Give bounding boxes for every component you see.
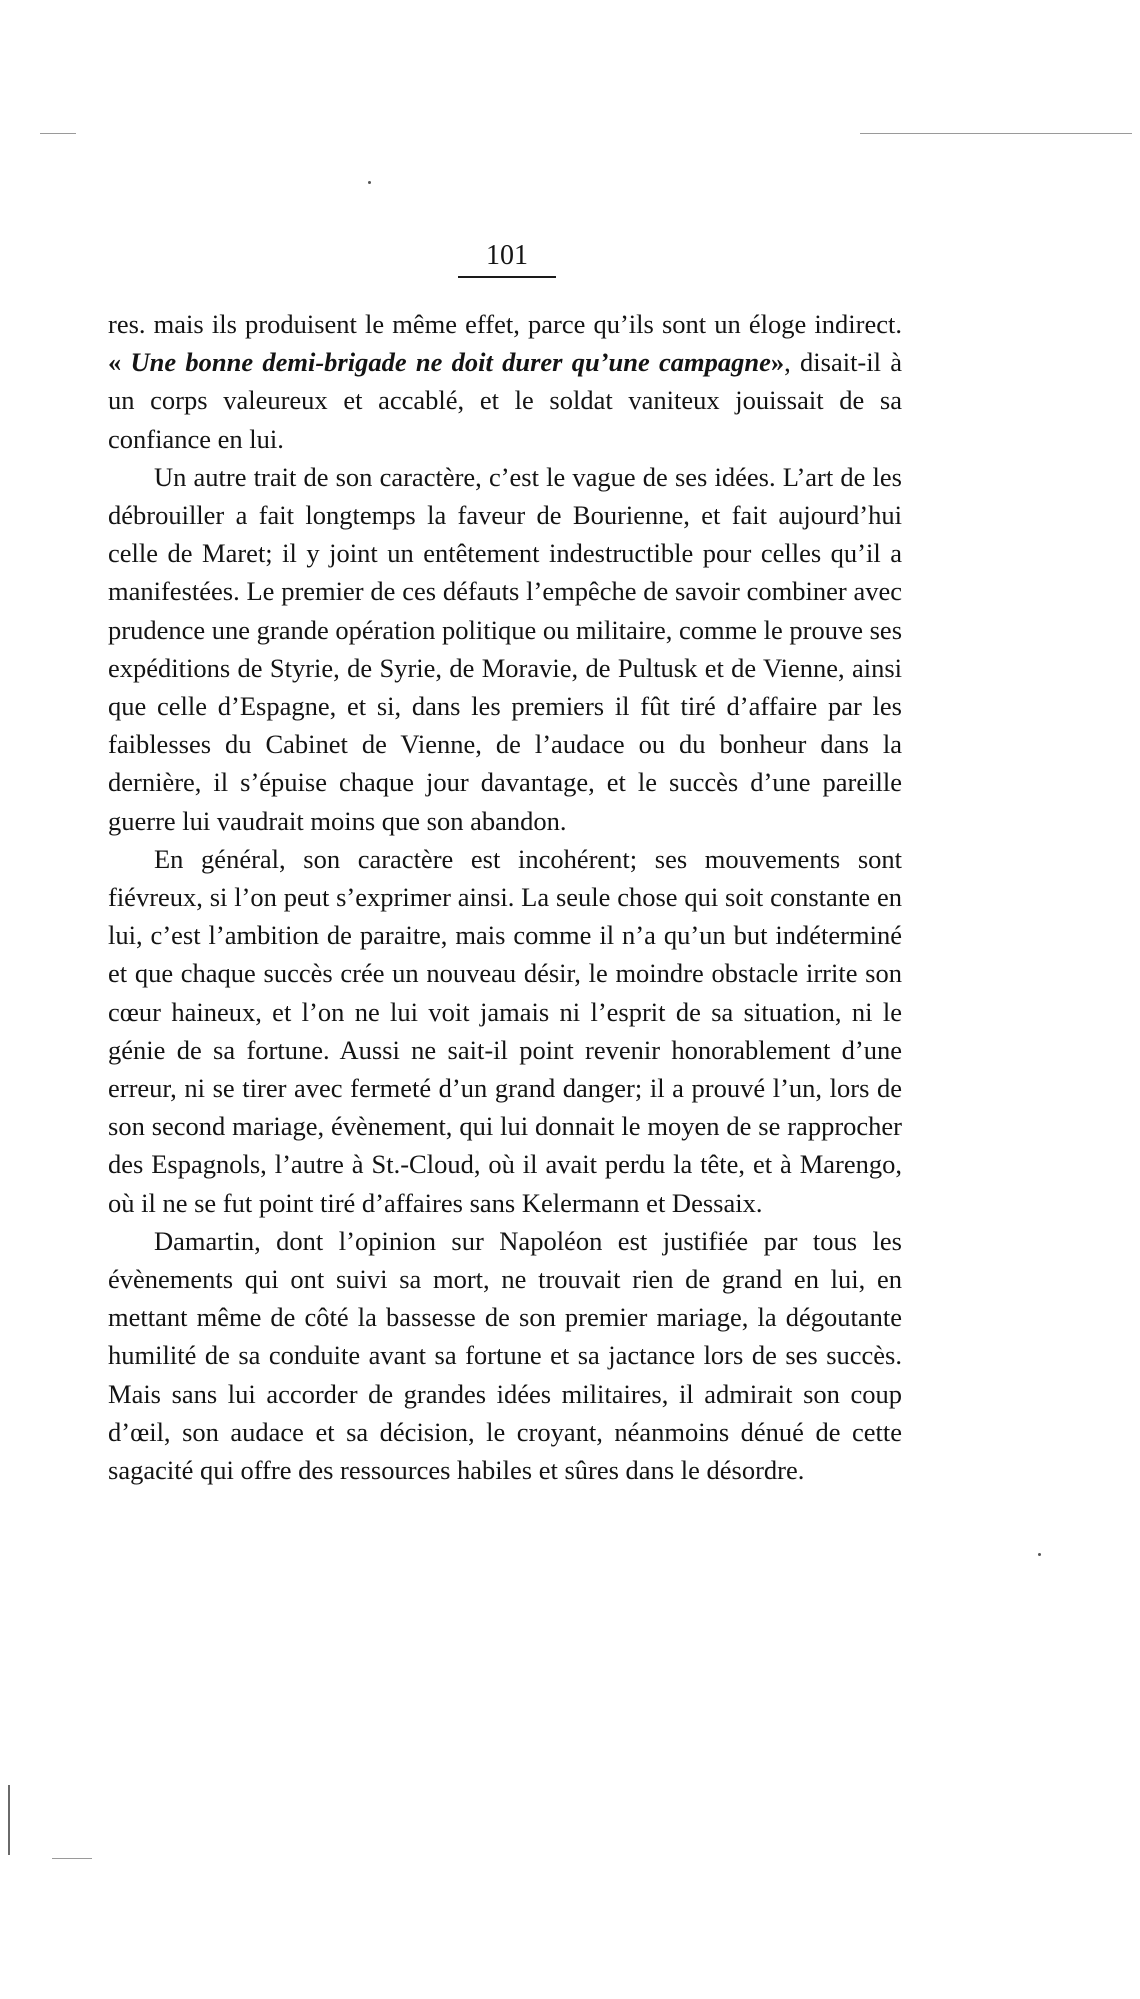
paragraph-3: En général, son caractère est incohérent; ses mouvements sont fiévreux, si l’on peut s’exprimer ainsi. La seule chose qui soit constante en lui, c’est l’ambition de paraitre, mais comme il n’a qu’un but indéterminé et que chaque succès crée un nouveau désir, le moindre obstacle irrite son cœur haineux, et l’on ne lui voit jamais ni l’esprit de sa situation, ni le génie de sa fortune. Aussi ne sait-il point revenir honorablement d’une erreur, ni se tirer avec fermeté d’un grand danger; il a prouvé l’un, lors de son second mariage, évènement, qui lui donnait le moyen de se rapprocher des Espagnols, l’autre à St.-Cloud, où il avait perdu la tête, et à Marengo, où il ne se fut point tiré d’affaires sans Kelermann et Dessaix. [108, 843, 902, 1218]
quote-open-mark: « [108, 347, 122, 378]
napoleon-quote: Une bonne demi-brigade ne doit durer qu’une campagne [121, 347, 771, 378]
paragraph-1-lead: res. mais ils produisent le même effet, parce qu’ils sont un éloge indirect. [108, 309, 902, 339]
paragraph-1 [108, 305, 902, 458]
scan-edge-line [52, 1858, 92, 1859]
scan-speck [1038, 1553, 1041, 1556]
paragraph-4: Damartin, dont l’opinion sur Napoléon est justifiée par tous les évènements qui ont suivi sa mort, ne trouvait rien de grand en lui, en mettant même de côté la bassesse de son premier mariage, la dégoutante humilité de sa conduite avant sa fortune et sa jactance lors de ses succès. Mais sans lui accorder de grandes idées militaires, il admirait son coup d’œil, son audace et sa décision, le croyant, néanmoins dénué de cette sagacité qui offre des ressources habiles et sûres dans le désordre. [108, 1225, 902, 1486]
scan-speck [368, 181, 371, 184]
paragraph-2: Un autre trait de son caractère, c’est le vague de ses idées. L’art de les débrouiller a fait longtemps la faveur de Bourienne, et fait aujourd’hui celle de Maret; il y joint un entêtement indestructible pour celles qu’il a manifestées. Le premier de ces défauts l’empêche de savoir combiner avec prudence une grande opération politique ou militaire, comme le prouve ses expéditions de Styrie, de Syrie, de Moravie, de Pultusk et de Vienne, ainsi que celle d’Espagne, et si, dans les premiers il fût tiré d’affaire par les faiblesses du Cabinet de Vienne, de l’audace ou du bonheur dans la dernière, il s’épuise chaque jour davantage, et le succès d’une pareille guerre lui vaudrait moins que son abandon. [108, 461, 903, 836]
scan-edge-line [860, 133, 1132, 134]
page-number: 101 [458, 240, 556, 278]
quote-close-mark: » [770, 347, 785, 378]
body-text [108, 305, 902, 1489]
paragraph-1-tail: , disait-il à un corps valeureux et accablé, et le soldat vaniteux jouissait de sa confiance en lui. [108, 347, 902, 454]
scan-margin-mark [8, 1785, 10, 1855]
scan-edge-line [40, 133, 76, 134]
